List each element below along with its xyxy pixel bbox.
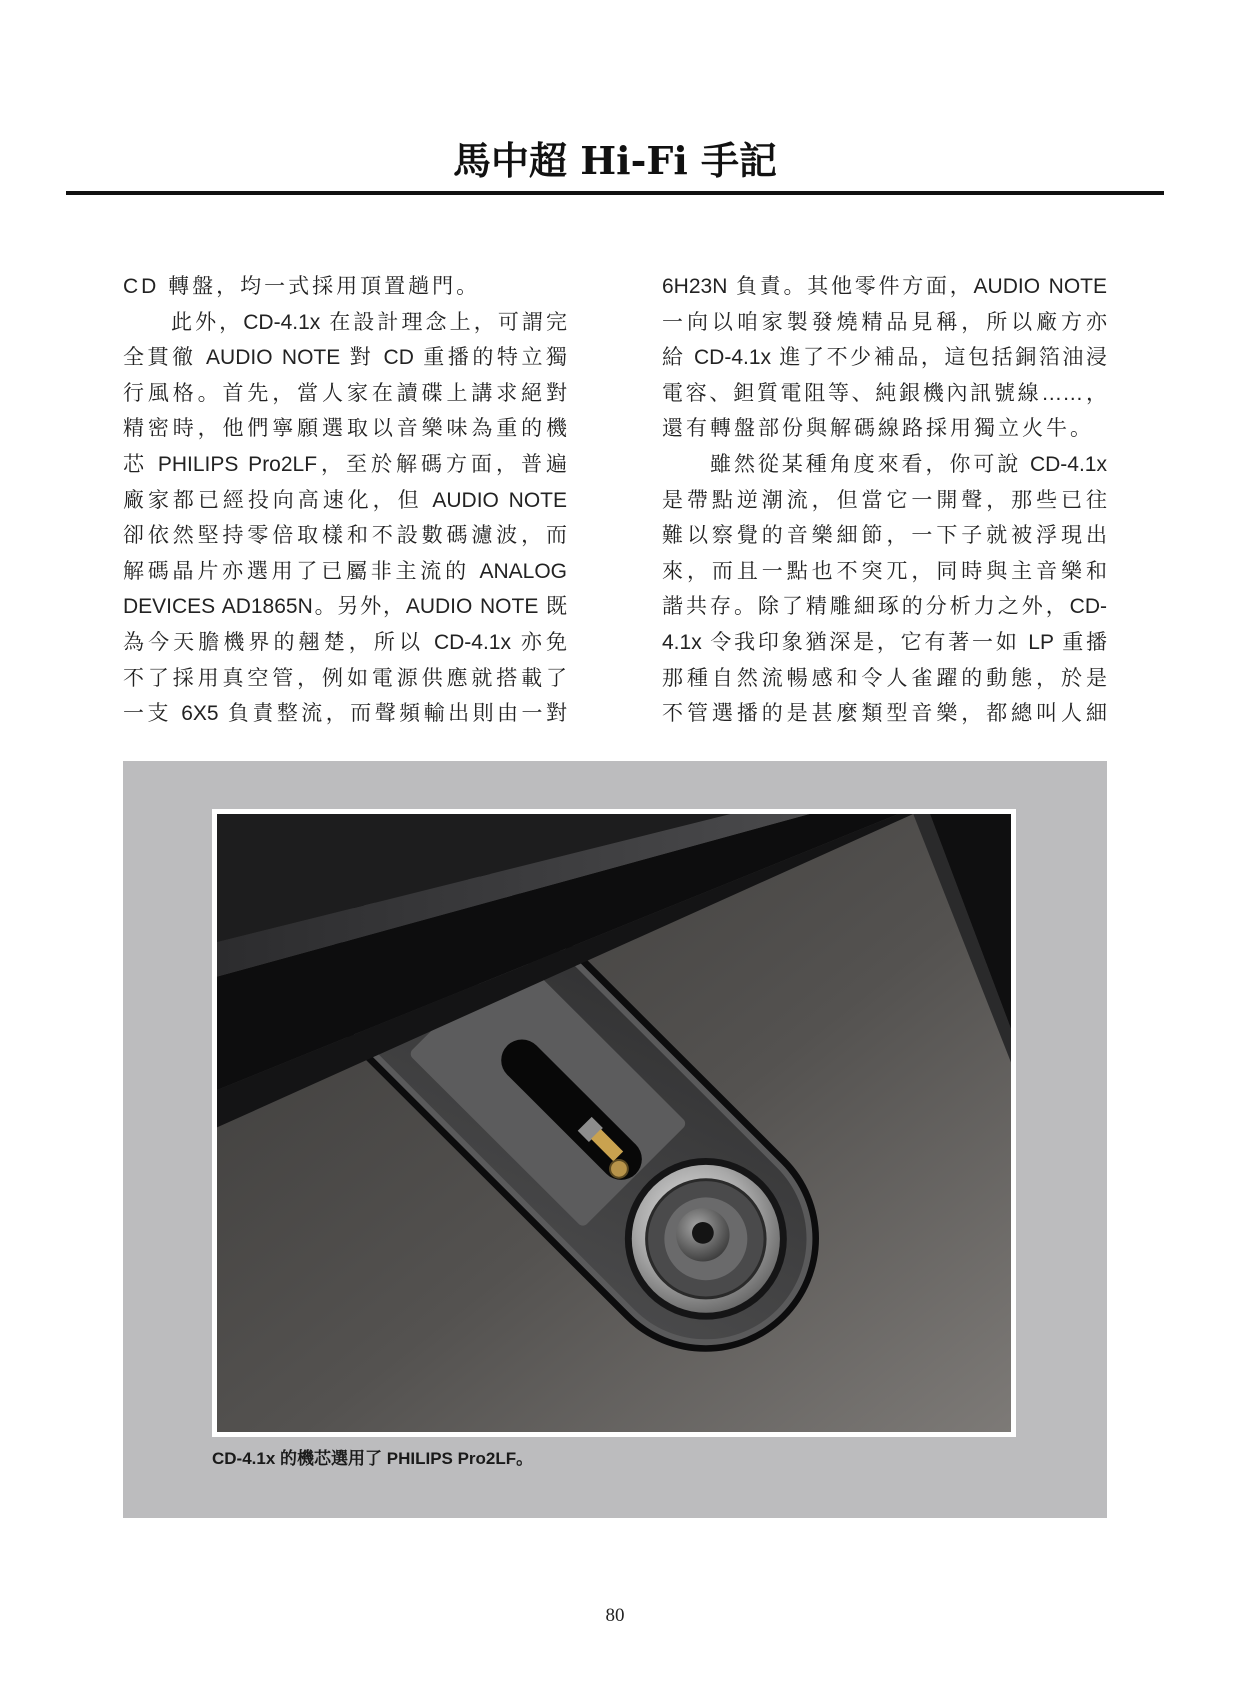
article-column-right bbox=[662, 269, 1107, 732]
spindle-hole bbox=[692, 1222, 714, 1244]
page-title: 馬中超 Hi-Fi 手記 bbox=[453, 138, 777, 183]
body-text-line: 為今天膽機界的翹楚，所以 CD-4.1x 亦免 bbox=[123, 630, 567, 654]
body-text-line: 不了採用真空管，例如電源供應就搭載了 bbox=[123, 666, 567, 690]
body-text-line: 解碼晶片亦選用了已屬非主流的 ANALOG bbox=[123, 559, 567, 583]
body-text-line: 是帶點逆潮流，但當它一開聲，那些已往 bbox=[662, 488, 1107, 512]
body-text-line: CD 轉盤，均一式採用頂置趟門。 bbox=[123, 275, 481, 298]
body-text-line: 精密時，他們寧願選取以音樂味為重的機 bbox=[123, 417, 567, 441]
cd-transport-photo bbox=[217, 814, 1011, 1432]
body-text-line: 此外，CD-4.1x 在設計理念上，可謂完 bbox=[171, 310, 567, 334]
figure-caption: CD-4.1x 的機芯選用了 PHILIPS Pro2LF。 bbox=[212, 1449, 534, 1468]
body-text-line: 電容、鉭質電阻等、純銀機內訊號線……， bbox=[662, 381, 1107, 405]
header-rule bbox=[66, 191, 1164, 195]
body-text-line: 諧共存。除了精雕細琢的分析力之外，CD- bbox=[662, 595, 1107, 619]
page-number: 80 bbox=[605, 1605, 625, 1626]
article-column-left bbox=[123, 269, 567, 732]
body-text-line: 全貫徹 AUDIO NOTE 對 CD 重播的特立獨 bbox=[123, 346, 567, 370]
body-text-line: DEVICES AD1865N。另外，AUDIO NOTE 既 bbox=[123, 595, 567, 619]
body-text-line: 廠家都已經投向高速化，但 AUDIO NOTE bbox=[123, 488, 567, 512]
body-text-line: 4.1x 令我印象猶深是，它有著一如 LP 重播 bbox=[662, 630, 1107, 654]
body-text-line: 還有轉盤部份與解碼線路採用獨立火牛。 bbox=[662, 417, 1094, 441]
body-text-line: 那種自然流暢感和令人雀躍的動態，於是 bbox=[662, 666, 1107, 690]
body-text-line: 來，而且一點也不突兀，同時與主音樂和 bbox=[662, 559, 1107, 583]
figure-panel bbox=[123, 761, 1107, 1518]
body-text-line: 雖然從某種角度來看，你可說 CD-4.1x bbox=[710, 452, 1107, 476]
body-text-line: 卻依然堅持零倍取樣和不設數碼濾波，而 bbox=[123, 524, 567, 548]
gold-screw bbox=[610, 1160, 628, 1178]
photo-frame bbox=[212, 809, 1016, 1437]
body-text-line: 芯 PHILIPS Pro2LF，至於解碼方面，普遍 bbox=[123, 452, 567, 476]
body-text-line: 一支 6X5 負責整流，而聲頻輸出則由一對 bbox=[123, 702, 567, 726]
body-text-line: 不管選播的是甚麼類型音樂，都總叫人細 bbox=[662, 702, 1107, 726]
body-text-line: 難以察覺的音樂細節，一下子就被浮現出 bbox=[662, 524, 1107, 548]
body-text-line: 行風格。首先，當人家在讀碟上講求絕對 bbox=[123, 381, 567, 405]
body-text-line: 6H23N 負責。其他零件方面，AUDIO NOTE bbox=[662, 275, 1107, 298]
body-text-line: 給 CD-4.1x 進了不少補品，這包括銅箔油浸 bbox=[662, 346, 1107, 370]
body-text-line: 一向以咱家製發燒精品見稱，所以廠方亦 bbox=[662, 310, 1107, 334]
